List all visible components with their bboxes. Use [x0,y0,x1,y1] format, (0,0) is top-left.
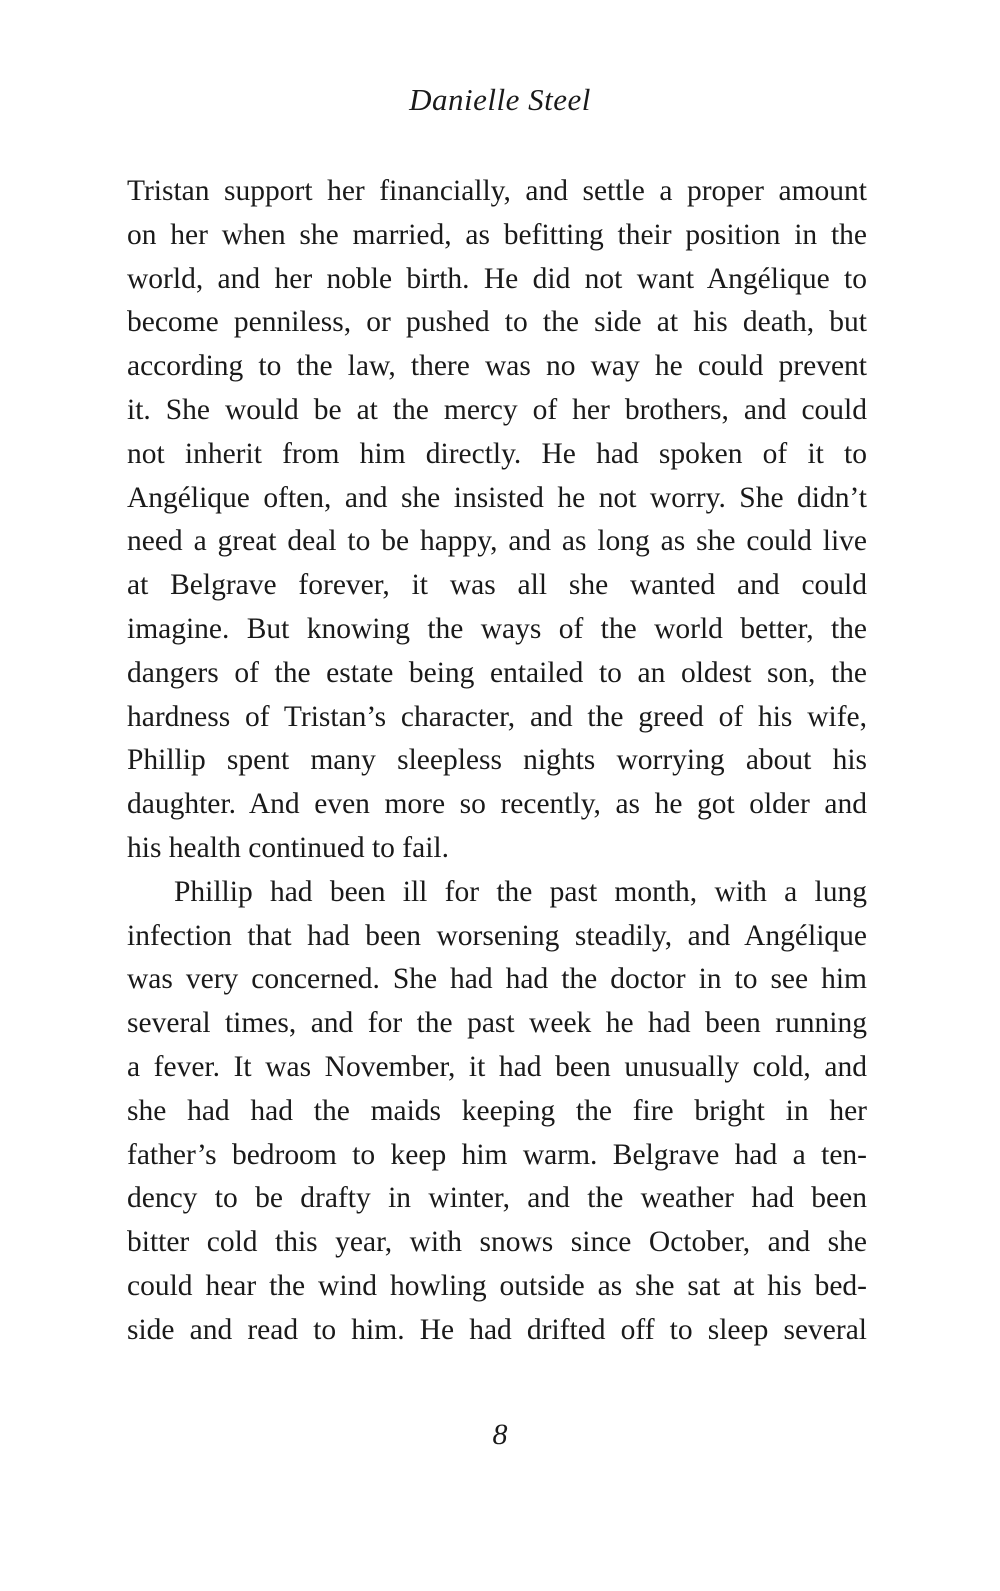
text-line: was very concerned. She had had the doctor in to see him [127,963,867,996]
text-line: hardness of Tristan’s character, and the greed of his wife, [127,700,867,733]
text-line: imagine. But knowing the ways of the world better, the [127,612,867,645]
text-line: she had had the maids keeping the fire bright in her [127,1094,867,1127]
text-line: daughter. And even more so recently, as he got older and [127,788,867,821]
text-line: father’s bedroom to keep him warm. Belgrave had a ten- [127,1138,867,1171]
text-line: infection that had been worsening steadily, and Angélique [127,919,867,952]
page-number: 8 [492,1418,508,1451]
text-line: become penniless, or pushed to the side at his death, but [127,306,867,339]
text-line: dangers of the estate being entailed to an oldest son, the [127,656,867,689]
text-line: side and read to him. He had drifted off to sleep several [127,1313,867,1346]
text-line: on her when she married, as befitting their position in the [127,218,867,251]
text-line: Phillip spent many sleepless nights worrying about his [127,744,867,777]
text-line: Angélique often, and she insisted he not worry. She didn’t [127,481,867,514]
text-line: Phillip had been ill for the past month, with a lung [174,875,867,908]
text-line: dency to be drafty in winter, and the weather had been [127,1182,867,1215]
text-line: several times, and for the past week he had been running [127,1007,867,1040]
text-line: according to the law, there was no way he could prevent [127,350,867,383]
running-head: Danielle Steel [409,82,591,117]
text-line: his health continued to fail. [127,831,449,864]
text-line: need a great deal to be happy, and as long as she could live [127,525,867,558]
text-line: could hear the wind howling outside as she sat at his bed- [127,1269,867,1302]
text-line: world, and her noble birth. He did not want Angélique to [127,262,867,295]
paragraph [127,170,867,871]
body-text [127,170,867,1353]
text-line: it. She would be at the mercy of her brothers, and could [127,393,867,426]
text-line: bitter cold this year, with snows since October, and she [127,1226,867,1259]
text-line: not inherit from him directly. He had spoken of it to [127,437,867,470]
text-line: a fever. It was November, it had been unusually cold, and [127,1050,867,1083]
text-line: Tristan support her financially, and settle a proper amount [127,175,867,207]
paragraph [127,871,867,1353]
text-line: at Belgrave forever, it was all she wanted and could [127,569,867,602]
